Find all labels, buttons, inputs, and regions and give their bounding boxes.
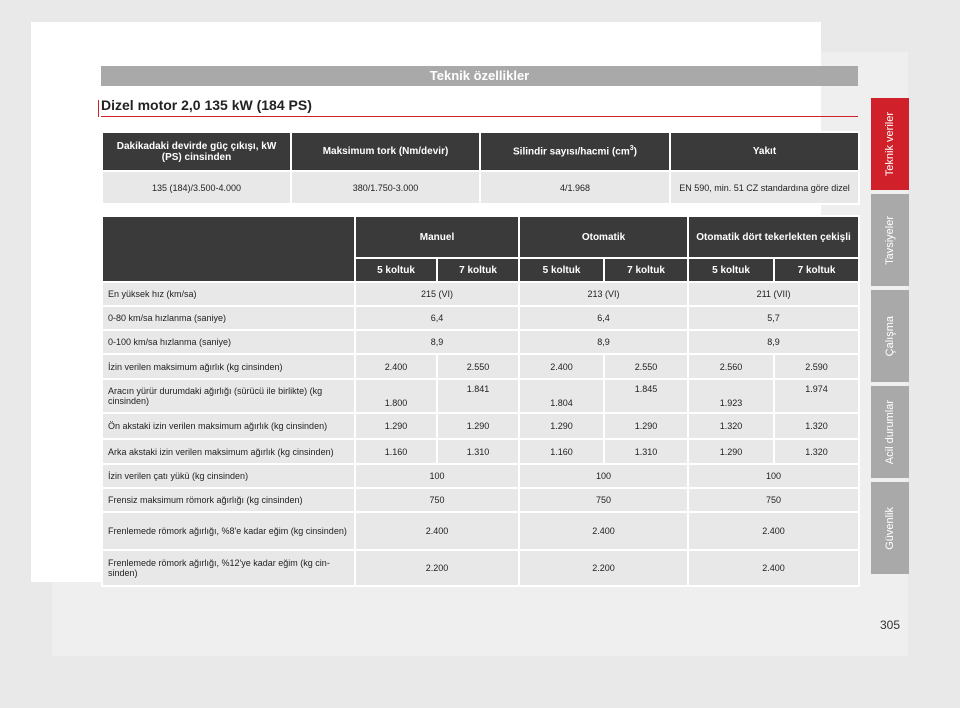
cell-value: 2.400	[519, 354, 604, 379]
perf-subheader: 5 koltuk	[355, 258, 437, 282]
table-row	[102, 379, 859, 413]
engine-table	[101, 131, 860, 205]
cell-value: 1.290	[604, 413, 688, 439]
row-label: İzin verilen çatı yükü (kg cinsinden)	[102, 464, 355, 488]
page-number: 305	[880, 618, 901, 632]
cell-value: 1.310	[437, 439, 519, 464]
perf-subheader: 5 koltuk	[688, 258, 774, 282]
cell-value: 1.160	[355, 439, 437, 464]
row-label: En yüksek hız (km/sa)	[102, 282, 355, 306]
cell-value: 6,4	[355, 306, 519, 330]
engine-header-torque: Maksimum tork (Nm/devir)	[291, 132, 480, 171]
side-tabs	[871, 98, 909, 578]
cell-value: 1.923	[688, 379, 774, 413]
table-row	[102, 464, 859, 488]
row-label: Frenlemede römork ağırlığı, %8'e kadar eğim (kg cinsinden)	[102, 512, 355, 550]
table-row	[102, 439, 859, 464]
cell-value: 2.550	[604, 354, 688, 379]
engine-cell-cylinders: 4/1.968	[480, 171, 670, 204]
engine-cell-power: 135 (184)/3.500-4.000	[102, 171, 291, 204]
title-divider	[101, 116, 858, 117]
table-row	[102, 330, 859, 354]
cell-value: 1.320	[774, 439, 859, 464]
perf-group-manuel: Manuel	[355, 216, 519, 258]
perf-subheader: 7 koltuk	[604, 258, 688, 282]
cell-value: 8,9	[355, 330, 519, 354]
cell-value: 1.320	[688, 413, 774, 439]
header-bar: Teknik özellikler	[101, 66, 858, 86]
cell-value: 8,9	[688, 330, 859, 354]
cell-value: 2.400	[688, 550, 859, 586]
row-label: 0-80 km/sa hızlanma (saniye)	[102, 306, 355, 330]
perf-header-blank	[102, 216, 355, 282]
table-row	[102, 354, 859, 379]
title-accent	[98, 100, 99, 117]
perf-group-otomatik: Otomatik	[519, 216, 688, 258]
cell-value: 2.550	[437, 354, 519, 379]
cell-value: 1.845	[604, 379, 688, 413]
cell-value: 750	[688, 488, 859, 512]
cell-value: 1.290	[355, 413, 437, 439]
tab-tavsiyeler[interactable]: Tavsiyeler	[871, 194, 909, 286]
cell-value: 6,4	[519, 306, 688, 330]
row-label: İzin verilen maksimum ağırlık (kg cinsinden)	[102, 354, 355, 379]
engine-cell-torque: 380/1.750-3.000	[291, 171, 480, 204]
tab-calisma[interactable]: Çalışma	[871, 290, 909, 382]
row-label: Ön akstaki izin verilen maksimum ağırlık (kg cinsinden)	[102, 413, 355, 439]
tab-acil-durumlar[interactable]: Acil durumlar	[871, 386, 909, 478]
cell-value: 1.290	[688, 439, 774, 464]
cell-value: 2.400	[688, 512, 859, 550]
row-label: Aracın yürür durumdaki ağırlığı (sürücü ile birlikte) (kg cinsinden)	[102, 379, 355, 413]
table-row	[102, 550, 859, 586]
section-title: Dizel motor 2,0 135 kW (184 PS)	[101, 97, 312, 113]
table-row	[102, 488, 859, 512]
cell-value: 211 (VII)	[688, 282, 859, 306]
perf-group-awd: Otomatik dört tekerlekten çekişli	[688, 216, 859, 258]
row-label: Frensiz maksimum römork ağırlığı (kg cinsinden)	[102, 488, 355, 512]
cell-value: 2.200	[519, 550, 688, 586]
cell-value: 2.400	[355, 354, 437, 379]
table-row	[102, 413, 859, 439]
tab-teknik-veriler[interactable]: Teknik veriler	[871, 98, 909, 190]
row-label: Frenlemede römork ağırlığı, %12'ye kadar eğim (kg cinsinden)	[102, 550, 355, 586]
cell-value: 1.320	[774, 413, 859, 439]
cell-value: 2.200	[355, 550, 519, 586]
cell-value: 750	[355, 488, 519, 512]
perf-subheader: 5 koltuk	[519, 258, 604, 282]
table-row	[102, 282, 859, 306]
perf-subheader: 7 koltuk	[437, 258, 519, 282]
cell-value: 2.590	[774, 354, 859, 379]
performance-table	[101, 215, 860, 587]
cell-value: 5,7	[688, 306, 859, 330]
engine-header-fuel: Yakıt	[670, 132, 859, 171]
cell-value: 1.800	[355, 379, 437, 413]
cell-value: 100	[355, 464, 519, 488]
perf-subheader: 7 koltuk	[774, 258, 859, 282]
cell-value: 1.841	[437, 379, 519, 413]
cell-value: 1.310	[604, 439, 688, 464]
table-row	[102, 306, 859, 330]
engine-header-cylinders: Silindir sayısı/hacmi $(cm^3)$	[480, 132, 670, 171]
row-label: 0-100 km/sa hızlanma (saniye)	[102, 330, 355, 354]
cell-value: 2.400	[355, 512, 519, 550]
engine-header-power: Dakikadaki devirde güç çıkışı, kW (PS) cinsinden	[102, 132, 291, 171]
engine-cell-fuel: EN 590, min. 51 CZ standardına göre dizel	[670, 171, 859, 204]
cell-value: 1.160	[519, 439, 604, 464]
cell-value: 2.560	[688, 354, 774, 379]
table-row	[102, 512, 859, 550]
cell-value: 213 (VI)	[519, 282, 688, 306]
cell-value: 1.290	[519, 413, 604, 439]
cell-value: 1.974	[774, 379, 859, 413]
cell-value: 2.400	[519, 512, 688, 550]
cell-value: 1.290	[437, 413, 519, 439]
tab-guvenlik[interactable]: Güvenlik	[871, 482, 909, 574]
row-label: Arka akstaki izin verilen maksimum ağırlık (kg cinsinden)	[102, 439, 355, 464]
cell-value: 8,9	[519, 330, 688, 354]
cell-value: 100	[519, 464, 688, 488]
cell-value: 215 (VI)	[355, 282, 519, 306]
cell-value: 750	[519, 488, 688, 512]
cell-value: 1.804	[519, 379, 604, 413]
cell-value: 100	[688, 464, 859, 488]
